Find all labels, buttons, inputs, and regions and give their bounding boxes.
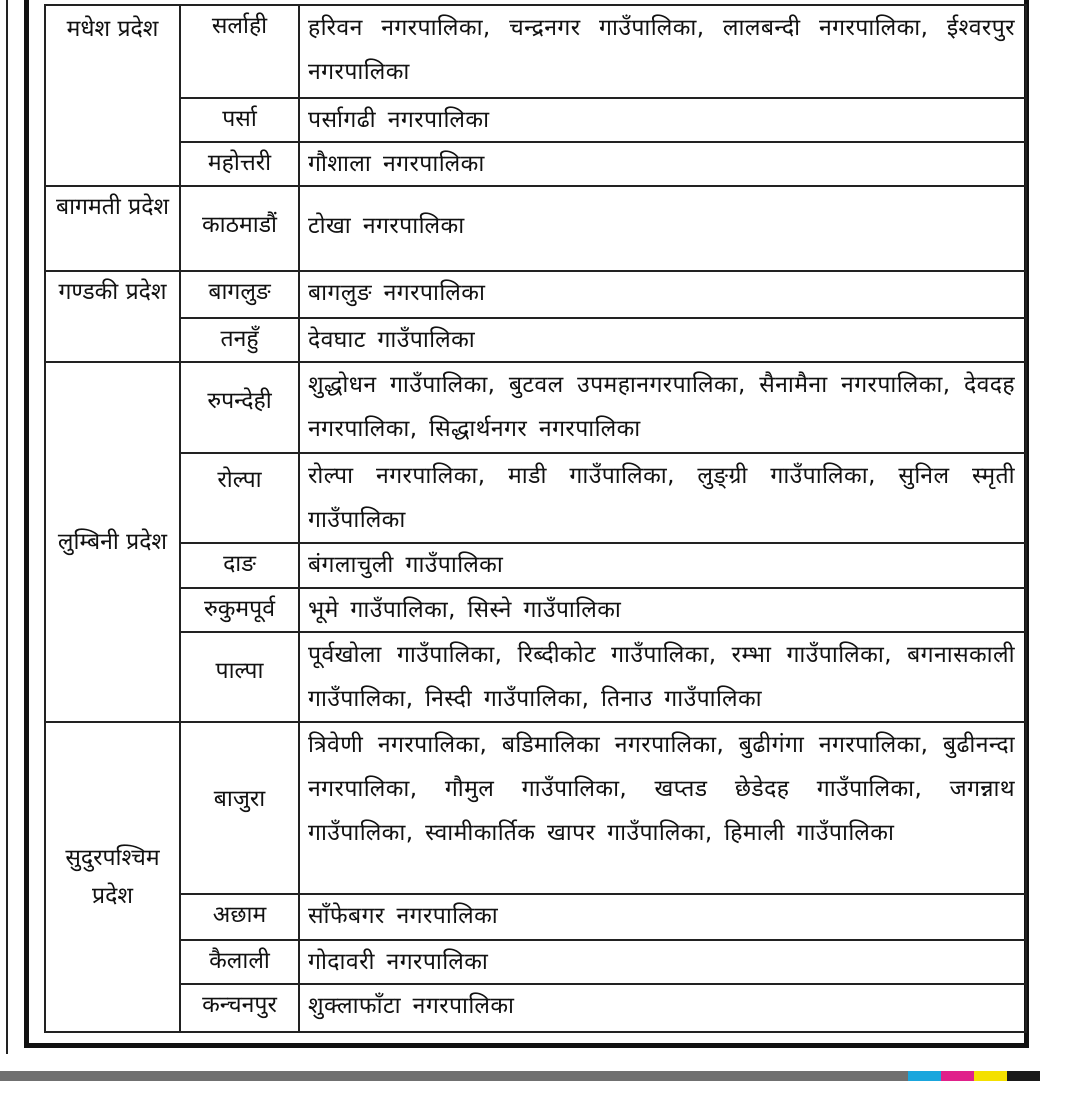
cyan-swatch: [908, 1071, 941, 1081]
table-row: [45, 632, 1026, 722]
district-cell: रुपन्देही: [180, 362, 299, 453]
table-row: [45, 318, 1026, 362]
municipality-cell: बागलुङ नगरपालिका: [299, 271, 1026, 318]
table-row: [45, 940, 1026, 984]
municipality-cell: भूमे गाउँपालिका, सिस्ने गाउँपालिका: [299, 588, 1026, 632]
table-row: [45, 271, 1026, 318]
district-cell: कन्चनपुर: [180, 984, 299, 1032]
table-frame: [24, 0, 1029, 1048]
province-cell: मधेश प्रदेश: [45, 5, 180, 186]
table-row: [45, 588, 1026, 632]
municipality-cell: पर्सागढी नगरपालिका: [299, 98, 1026, 142]
municipality-cell: हरिवन नगरपालिका, चन्द्रनगर गाउँपालिका, लालबन्दी नगरपालिका, ईश्वरपुर नगरपालिका: [299, 5, 1026, 98]
municipality-cell: गोदावरी नगरपालिका: [299, 940, 1026, 984]
province-cell: बागमती प्रदेश: [45, 186, 180, 271]
municipality-cell: देवघाट गाउँपालिका: [299, 318, 1026, 362]
municipality-cell: बंगलाचुली गाउँपालिका: [299, 543, 1026, 588]
table-row: [45, 186, 1026, 271]
province-cell: सुदुरपश्चिम प्रदेश: [45, 722, 180, 1032]
table-row: [45, 362, 1026, 453]
table-row: [45, 722, 1026, 894]
table-row: [45, 894, 1026, 940]
district-cell: पर्सा: [180, 98, 299, 142]
district-cell: रुकुमपूर्व: [180, 588, 299, 632]
magenta-swatch: [941, 1071, 974, 1081]
district-cell: सर्लाही: [180, 5, 299, 98]
province-cell: लुम्बिनी प्रदेश: [45, 362, 180, 722]
district-cell: रोल्पा: [180, 453, 299, 543]
bottom-rule-bar: [0, 1071, 908, 1081]
district-cell: तनहुँ: [180, 318, 299, 362]
municipality-table: [44, 4, 1027, 1033]
municipality-cell: टोखा नगरपालिका: [299, 186, 1026, 271]
district-cell: कैलाली: [180, 940, 299, 984]
district-cell: बाजुरा: [180, 722, 299, 894]
table-row: [45, 142, 1026, 186]
municipality-cell: रोल्पा नगरपालिका, माडी गाउँपालिका, लुङ्ग्री गाउँपालिका, सुनिल स्मृती गाउँपालिका: [299, 453, 1026, 543]
district-cell: दाङ: [180, 543, 299, 588]
municipality-cell: गौशाला नगरपालिका: [299, 142, 1026, 186]
district-cell: अछाम: [180, 894, 299, 940]
page-left-rule: [6, 0, 8, 1054]
district-cell: महोत्तरी: [180, 142, 299, 186]
municipality-cell: त्रिवेणी नगरपालिका, बडिमालिका नगरपालिका, बुढीगंगा नगरपालिका, बुढीनन्दा नगरपालिका, गौमुल गाउँपालिका, खप्तड छेडेदह गाउँपालिका, जगन्नाथ गाउँपालिका, स्वामीकार्तिक खापर गाउँपालिका, हिमाली गाउँपालिका: [299, 722, 1026, 894]
municipality-cell: शुद्धोधन गाउँपालिका, बुटवल उपमहानगरपालिका, सैनामैना नगरपालिका, देवदह नगरपालिका, सिद्धार्थनगर नगरपालिका: [299, 362, 1026, 453]
yellow-swatch: [974, 1071, 1007, 1081]
table-row: [45, 453, 1026, 543]
district-cell: पाल्पा: [180, 632, 299, 722]
black-swatch: [1007, 1071, 1040, 1081]
province-cell: गण्डकी प्रदेश: [45, 271, 180, 362]
municipality-cell: शुक्लाफाँटा नगरपालिका: [299, 984, 1026, 1032]
table-row: [45, 543, 1026, 588]
district-cell: काठमाडौं: [180, 186, 299, 271]
table-row: [45, 5, 1026, 98]
table-row: [45, 984, 1026, 1032]
municipality-cell: पूर्वखोला गाउँपालिका, रिब्दीकोट गाउँपालिका, रम्भा गाउँपालिका, बगनासकाली गाउँपालिका, निस्दी गाउँपालिका, तिनाउ गाउँपालिका: [299, 632, 1026, 722]
table-row: [45, 98, 1026, 142]
district-cell: बागलुङ: [180, 271, 299, 318]
municipality-cell: साँफेबगर नगरपालिका: [299, 894, 1026, 940]
